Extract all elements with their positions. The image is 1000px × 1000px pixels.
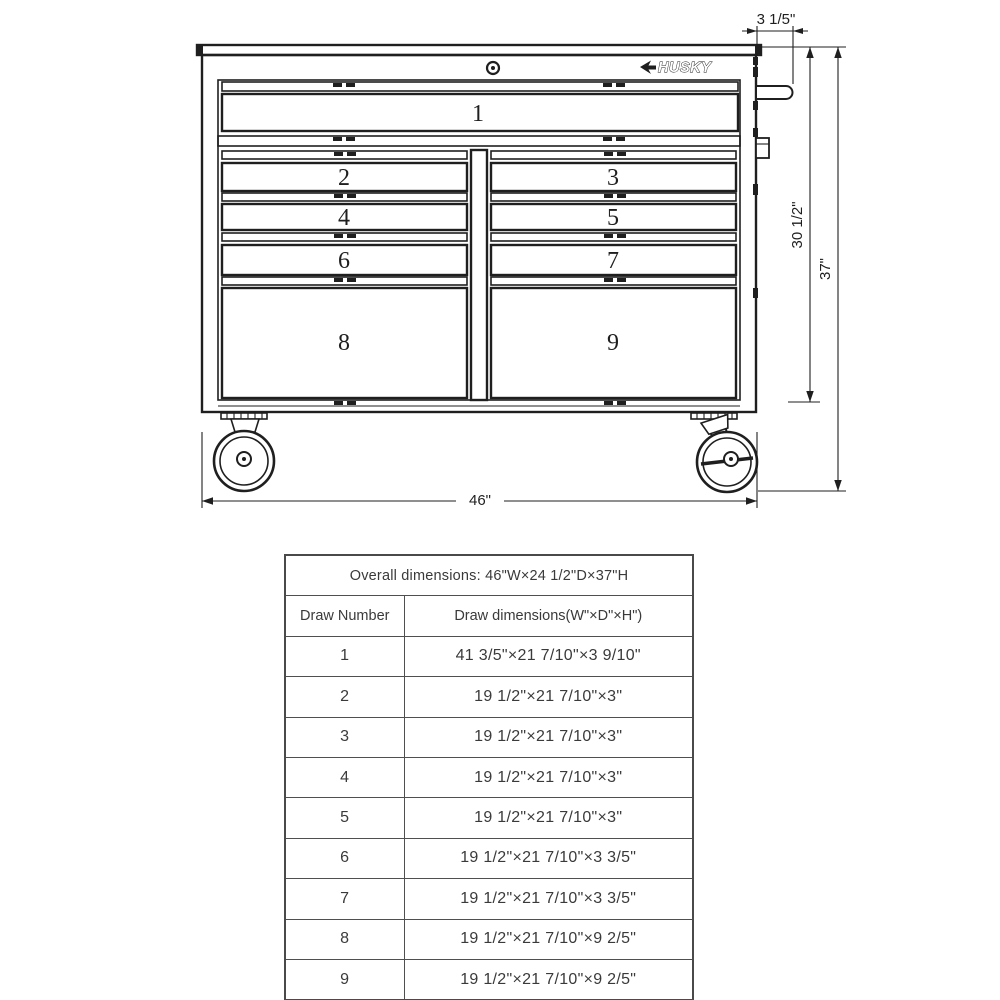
table-row [285,798,693,838]
drawer-6 [222,245,467,275]
cell-draw-dimensions: 19 1/2"×21 7/10"×9 2/5" [404,959,693,1000]
brand-logo-text: HUSKY [658,60,712,76]
table-row [285,919,693,959]
center-divider [471,150,487,400]
drawer-1 [222,82,738,131]
side-latch [756,138,769,158]
husky-arrow-icon [640,61,656,75]
drawer-number: 2 [338,165,350,191]
col-header-draw-dimensions: Draw dimensions(W"×D"×H") [404,596,693,636]
cell-draw-number: 7 [285,879,404,919]
drawer-4 [222,204,467,231]
cell-draw-number: 4 [285,757,404,797]
table-row [285,636,693,676]
cabinet-lid [197,45,761,55]
drawer-3 [491,163,736,191]
cell-draw-number: 6 [285,838,404,878]
table-title: Overall dimensions: 46"W×24 1/2"D×37"H [285,555,693,596]
drawer-number: 9 [607,330,619,356]
cell-draw-dimensions: 41 3/5"×21 7/10"×3 9/10" [404,636,693,676]
dim-cabinet-height-label: 30 1/2" [789,201,806,249]
drawer-number: 3 [607,165,619,191]
cell-draw-dimensions: 19 1/2"×21 7/10"×3 3/5" [404,838,693,878]
drawer-2 [222,163,467,191]
dimension-overall-height [758,47,846,491]
drawer-number: 4 [338,205,350,231]
cell-draw-number: 9 [285,959,404,1000]
cell-draw-dimensions: 19 1/2"×21 7/10"×3" [404,757,693,797]
dim-handle-depth-label: 3 1/5" [756,11,796,28]
table-row [285,879,693,919]
spec-table [284,554,694,1000]
dim-overall-height-label: 37" [817,257,834,281]
table-row [285,677,693,717]
drawer-number: 6 [338,248,350,274]
cell-draw-number: 8 [285,919,404,959]
table-row [285,959,693,1000]
cell-draw-dimensions: 19 1/2"×21 7/10"×3" [404,798,693,838]
table-row [285,757,693,797]
caster-left [214,413,274,491]
spec-table-section [284,554,694,1000]
brand-logo [640,60,712,76]
table-row [285,838,693,878]
caster-right [691,413,757,492]
cell-draw-dimensions: 19 1/2"×21 7/10"×3" [404,717,693,757]
dimension-cabinet-height [788,47,820,402]
base-strip [218,401,740,406]
mid-panel [218,136,740,146]
drawer-9 [491,288,736,398]
drawer-number: 5 [607,205,619,231]
dimension-overall-width [202,432,757,509]
drawer-8 [222,288,467,398]
drawer-7 [491,245,736,275]
side-details [753,57,793,298]
table-title-row [285,555,693,596]
table-header-row [285,596,693,636]
cell-draw-number: 5 [285,798,404,838]
cell-draw-dimensions: 19 1/2"×21 7/10"×3" [404,677,693,717]
cell-draw-dimensions: 19 1/2"×21 7/10"×3 3/5" [404,879,693,919]
side-handle [757,86,793,99]
cell-draw-number: 1 [285,636,404,676]
lock-icon [487,62,499,74]
cabinet-body [197,45,793,412]
drawer-5 [491,204,736,231]
drawer-number: 8 [338,330,350,356]
cell-draw-number: 3 [285,717,404,757]
lid-corner-left [197,45,203,55]
table-row [285,717,693,757]
col-header-draw-number: Draw Number [285,596,404,636]
dim-overall-width-label: 46" [468,492,492,509]
drawer-number: 1 [472,101,484,127]
cell-draw-dimensions: 19 1/2"×21 7/10"×9 2/5" [404,919,693,959]
drawer-number: 7 [607,248,619,274]
cell-draw-number: 2 [285,677,404,717]
